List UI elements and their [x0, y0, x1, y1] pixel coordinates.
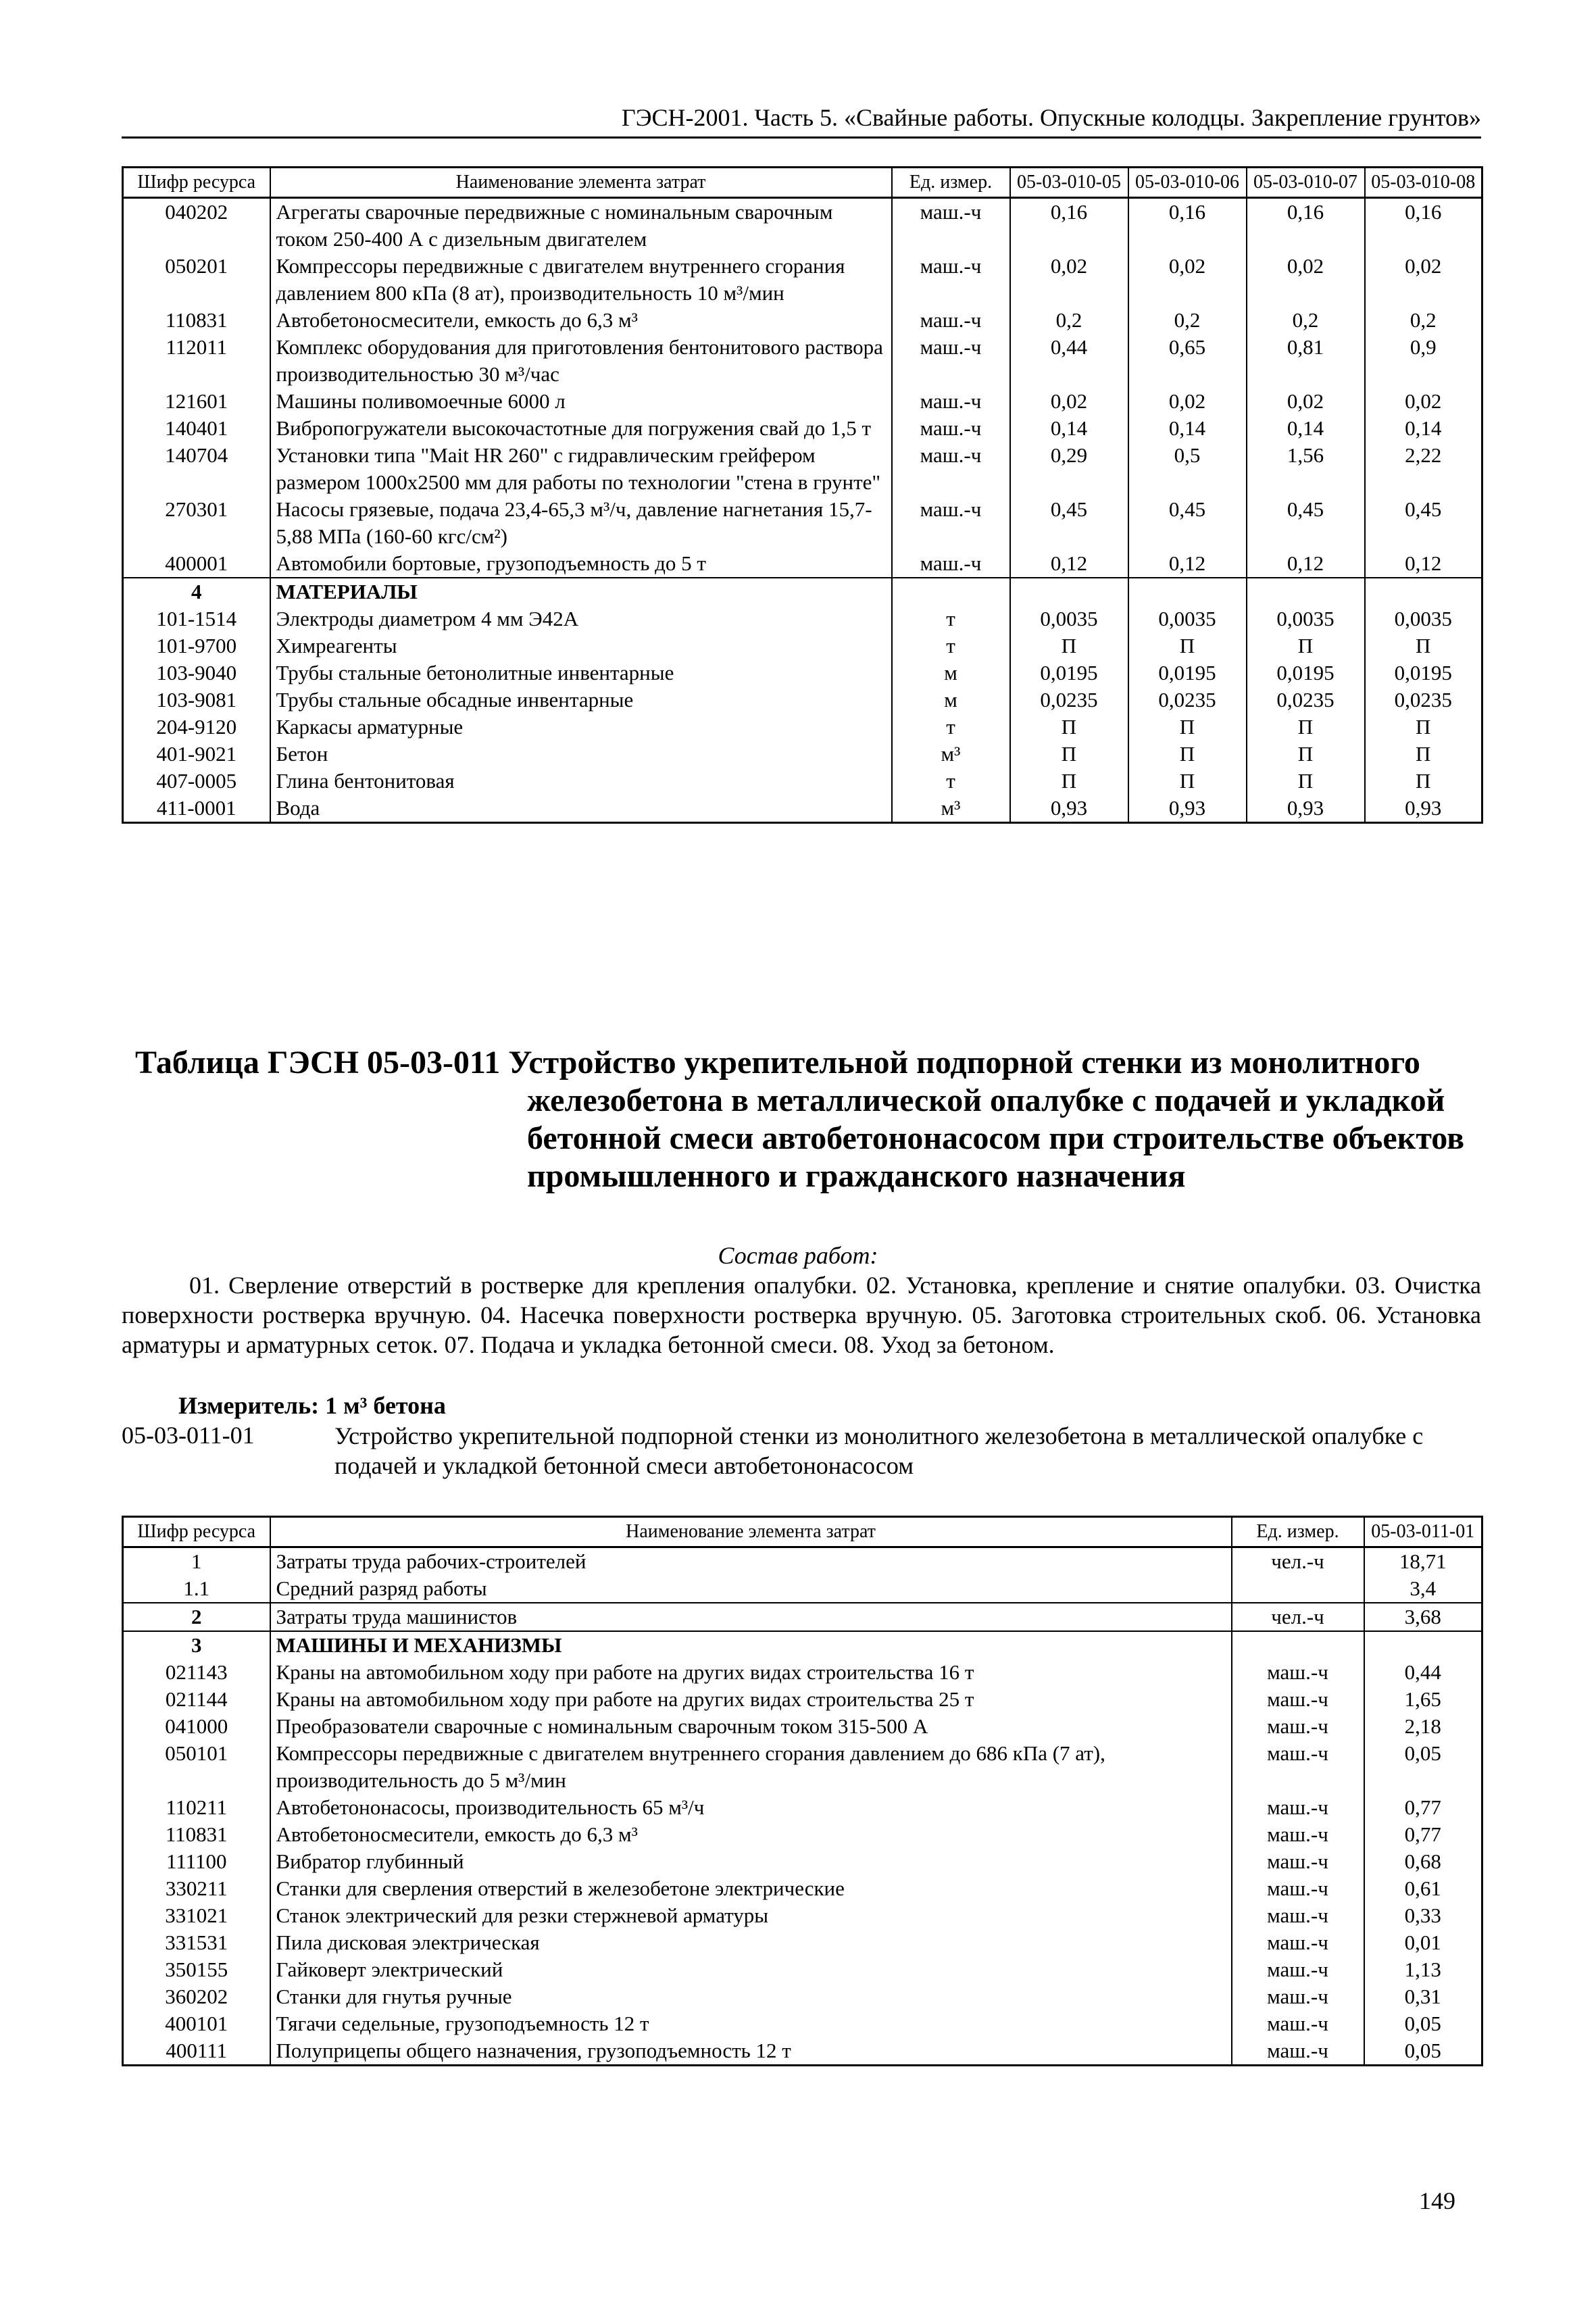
cell-unit: маш.-ч: [1232, 1659, 1364, 1686]
cell-value: 0,61: [1364, 1875, 1482, 1902]
cell-code: 400101: [123, 2010, 270, 2037]
cell-unit: маш.-ч: [892, 415, 1010, 442]
cell-value: 0,02: [1010, 388, 1128, 415]
cell-value: 0,14: [1128, 415, 1247, 442]
cell-unit: маш.-ч: [1232, 1875, 1364, 1902]
cell-code: 112011: [123, 334, 270, 388]
cell-unit: маш.-ч: [1232, 1686, 1364, 1713]
cell-code: 270301: [123, 496, 270, 550]
cell-unit: маш.-ч: [1232, 1956, 1364, 1983]
cell-value: 0,5: [1128, 442, 1247, 496]
cell-value: 1,56: [1247, 442, 1365, 496]
table-row: [123, 442, 1482, 496]
table-row: [123, 741, 1482, 768]
header-col-2: 05-03-010-06: [1128, 168, 1247, 198]
cell-name: Бетон: [270, 741, 892, 768]
subitem-code: 05-03-011-01: [122, 1422, 255, 1449]
cell-value: 0,93: [1128, 795, 1247, 823]
table-row: [123, 1659, 1482, 1686]
composition-text: 01. Сверление отверстий в ростверке для крепления опалубки. 02. Установка, крепление и снятие опалубки. 03. Очистка поверхности ростверка вручную. 04. Насечка поверхности ростверка вручную. 05. Заготовка строительных скоб. 06. Установка арматуры и арматурных сеток. 07. Подача и укладка бетонной смеси. 08. Уход за бетоном.: [122, 1272, 1481, 1358]
cell-value: 0,81: [1247, 334, 1365, 388]
cell-code: 331021: [123, 1902, 270, 1929]
title-continuation: железобетона в металлической опалубке с подачей и укладкой бетонной смеси автобетононасосом при строительстве объектов промышленного и гражданского назначения: [527, 1082, 1464, 1194]
cell-value: П: [1128, 714, 1247, 741]
cell-value: П: [1010, 741, 1128, 768]
cell-value: 0,0235: [1247, 687, 1365, 714]
cell-value: 0,12: [1010, 550, 1128, 578]
cell-code: 040202: [123, 198, 270, 253]
table-header-row: [123, 1517, 1482, 1547]
table-row: [123, 253, 1482, 307]
cell-value: 0,12: [1247, 550, 1365, 578]
header-col-3: 05-03-010-07: [1247, 168, 1365, 198]
header-code: Шифр ресурса: [123, 168, 270, 198]
cell-code: 110831: [123, 307, 270, 334]
composition-heading: Состав работ:: [718, 1242, 878, 1269]
cell-name: Агрегаты сварочные передвижные с номинальным сварочным током 250-400 А с дизельным двигателем: [270, 198, 892, 253]
cell-value: 0,16: [1365, 198, 1482, 253]
cell-name: Затраты труда рабочих-строителей: [270, 1547, 1232, 1576]
cell-value: П: [1128, 768, 1247, 795]
cell-unit: м: [892, 659, 1010, 687]
cell-code: 407-0005: [123, 768, 270, 795]
table-row: [123, 1821, 1482, 1848]
cell-value: 0,16: [1128, 198, 1247, 253]
cell-name: Затраты труда машинистов: [270, 1603, 1232, 1631]
header-col-1: 05-03-010-05: [1010, 168, 1128, 198]
cell-value: 0,02: [1247, 388, 1365, 415]
cell-name: Пила дисковая электрическая: [270, 1929, 1232, 1956]
cell-name: Автобетоносмесители, емкость до 6,3 м³: [270, 1821, 1232, 1848]
cell-value: 0,65: [1128, 334, 1247, 388]
cell-unit: м³: [892, 741, 1010, 768]
cell-value: [1010, 578, 1128, 605]
table-row: [123, 334, 1482, 388]
cell-value: 1,65: [1364, 1686, 1482, 1713]
cell-value: 0,0035: [1247, 605, 1365, 632]
cell-code: 021144: [123, 1686, 270, 1713]
cell-value: 0,05: [1364, 2037, 1482, 2066]
cell-unit: маш.-ч: [1232, 1821, 1364, 1848]
cell-value: П: [1010, 768, 1128, 795]
cell-value: 0,0195: [1365, 659, 1482, 687]
cell-value: П: [1247, 768, 1365, 795]
cell-code: 111100: [123, 1848, 270, 1875]
cell-value: [1365, 578, 1482, 605]
cell-code: 103-9081: [123, 687, 270, 714]
cell-value: 18,71: [1364, 1547, 1482, 1576]
cell-unit: маш.-ч: [892, 334, 1010, 388]
cell-value: 0,02: [1128, 253, 1247, 307]
cell-value: 0,05: [1364, 2010, 1482, 2037]
cell-value: 0,45: [1010, 496, 1128, 550]
cell-name: Химреагенты: [270, 632, 892, 659]
cell-code: 121601: [123, 388, 270, 415]
cell-value: 0,14: [1365, 415, 1482, 442]
cell-value: П: [1128, 741, 1247, 768]
cell-value: 0,12: [1365, 550, 1482, 578]
cell-value: П: [1010, 714, 1128, 741]
cell-value: 0,44: [1010, 334, 1128, 388]
cell-unit: маш.-ч: [892, 496, 1010, 550]
table-row: [123, 1686, 1482, 1713]
table-row: [123, 1902, 1482, 1929]
cell-value: 3,68: [1364, 1603, 1482, 1631]
table-row: [123, 1547, 1482, 1576]
cell-code: 041000: [123, 1713, 270, 1740]
cell-unit: м³: [892, 795, 1010, 823]
cell-code: 350155: [123, 1956, 270, 1983]
cell-code: 411-0001: [123, 795, 270, 823]
cell-value: 0,31: [1364, 1983, 1482, 2010]
cell-value: 0,14: [1010, 415, 1128, 442]
table-row: [123, 2010, 1482, 2037]
cell-value: 0,29: [1010, 442, 1128, 496]
cell-unit: чел.-ч: [1232, 1547, 1364, 1576]
cell-name: Трубы стальные бетонолитные инвентарные: [270, 659, 892, 687]
cell-value: П: [1247, 714, 1365, 741]
cell-code: 400111: [123, 2037, 270, 2066]
cell-code: 401-9021: [123, 741, 270, 768]
cell-value: 0,0235: [1365, 687, 1482, 714]
header-code: Шифр ресурса: [123, 1517, 270, 1547]
cell-value: 0,0195: [1128, 659, 1247, 687]
cell-value: 0,16: [1247, 198, 1365, 253]
table-row: [123, 687, 1482, 714]
cell-value: 0,02: [1128, 388, 1247, 415]
resource-table-011: [122, 1516, 1483, 2066]
cell-value: [1128, 578, 1247, 605]
cell-code: 4: [123, 578, 270, 605]
table-row: [123, 2037, 1482, 2066]
header-col-1: 05-03-011-01: [1364, 1517, 1482, 1547]
cell-name: Краны на автомобильном ходу при работе на других видах строительства 25 т: [270, 1686, 1232, 1713]
header-unit: Ед. измер.: [1232, 1517, 1364, 1547]
cell-unit: маш.-ч: [1232, 1713, 1364, 1740]
cell-code: 330211: [123, 1875, 270, 1902]
cell-name: Полуприцепы общего назначения, грузоподъемность 12 т: [270, 2037, 1232, 2066]
table-row: [123, 768, 1482, 795]
cell-value: П: [1128, 632, 1247, 659]
header-name: Наименование элемента затрат: [270, 168, 892, 198]
header-unit: Ед. измер.: [892, 168, 1010, 198]
cell-unit: маш.-ч: [1232, 2010, 1364, 2037]
cell-name: Комплекс оборудования для приготовления бентонитового раствора производительностью 30 м³/час: [270, 334, 892, 388]
page-header: ГЭСН-2001. Часть 5. «Свайные работы. Опускные колодцы. Закрепление грунтов»: [122, 103, 1481, 139]
table-row: [123, 1983, 1482, 2010]
cell-value: 0,0035: [1128, 605, 1247, 632]
cell-unit: м: [892, 687, 1010, 714]
cell-code: 140401: [123, 415, 270, 442]
table-row: [123, 1631, 1482, 1659]
cell-value: 0,05: [1364, 1740, 1482, 1794]
cell-value: П: [1247, 632, 1365, 659]
title-prefix: Таблица ГЭСН 05-03-011: [135, 1045, 501, 1080]
cell-name: Станки для гнутья ручные: [270, 1983, 1232, 2010]
cell-code: 110211: [123, 1794, 270, 1821]
cell-unit: маш.-ч: [892, 253, 1010, 307]
cell-name: Трубы стальные обсадные инвентарные: [270, 687, 892, 714]
cell-code: 360202: [123, 1983, 270, 2010]
cell-value: П: [1365, 632, 1482, 659]
cell-name: Вибропогружатели высокочастотные для погружения свай до 1,5 т: [270, 415, 892, 442]
cell-unit: маш.-ч: [892, 550, 1010, 578]
header-name: Наименование элемента затрат: [270, 1517, 1232, 1547]
cell-unit: [1232, 1575, 1364, 1603]
cell-name: Машины поливомоечные 6000 л: [270, 388, 892, 415]
cell-unit: т: [892, 632, 1010, 659]
cell-unit: маш.-ч: [892, 198, 1010, 253]
cell-code: 331531: [123, 1929, 270, 1956]
cell-value: 0,16: [1010, 198, 1128, 253]
cell-value: 0,2: [1247, 307, 1365, 334]
cell-name: Глина бентонитовая: [270, 768, 892, 795]
table-row: [123, 1713, 1482, 1740]
cell-code: 101-1514: [123, 605, 270, 632]
cell-value: 0,02: [1365, 253, 1482, 307]
cell-unit: т: [892, 768, 1010, 795]
cell-value: 0,02: [1247, 253, 1365, 307]
cell-value: 2,22: [1365, 442, 1482, 496]
cell-name: Компрессоры передвижные с двигателем внутреннего сгорания давлением 800 кПа (8 ат), производительность 10 м³/мин: [270, 253, 892, 307]
cell-name: Преобразователи сварочные с номинальным сварочным током 315-500 А: [270, 1713, 1232, 1740]
table-row: [123, 795, 1482, 823]
cell-value: 0,93: [1010, 795, 1128, 823]
table-row: [123, 605, 1482, 632]
cell-value: 0,02: [1010, 253, 1128, 307]
cell-value: 0,01: [1364, 1929, 1482, 1956]
table-row: [123, 1956, 1482, 1983]
cell-unit: маш.-ч: [892, 442, 1010, 496]
cell-value: П: [1247, 741, 1365, 768]
table-row: [123, 1740, 1482, 1794]
cell-code: 110831: [123, 1821, 270, 1848]
cell-unit: [1232, 1631, 1364, 1659]
subitem-description: Устройство укрепительной подпорной стенки из монолитного железобетона в металлической опалубке с подачей и укладкой бетонной смеси автобетононасосом: [334, 1422, 1424, 1479]
cell-value: 0,02: [1365, 388, 1482, 415]
table-row: [123, 1929, 1482, 1956]
cell-value: 0,45: [1128, 496, 1247, 550]
cell-name: МАТЕРИАЛЫ: [270, 578, 892, 605]
cell-value: П: [1365, 741, 1482, 768]
cell-code: 1.1: [123, 1575, 270, 1603]
cell-value: 0,45: [1247, 496, 1365, 550]
cell-code: 2: [123, 1603, 270, 1631]
cell-name: МАШИНЫ И МЕХАНИЗМЫ: [270, 1631, 1232, 1659]
table-row: [123, 307, 1482, 334]
resource-table-010: [122, 166, 1483, 824]
cell-unit: маш.-ч: [1232, 1929, 1364, 1956]
cell-value: 0,2: [1128, 307, 1247, 334]
cell-value: 0,0235: [1128, 687, 1247, 714]
cell-value: 0,68: [1364, 1848, 1482, 1875]
cell-code: 140704: [123, 442, 270, 496]
table-row: [123, 632, 1482, 659]
cell-unit: маш.-ч: [892, 388, 1010, 415]
title-first-line: Устройство укрепительной подпорной стенки из монолитного: [508, 1045, 1420, 1080]
cell-value: 0,77: [1364, 1794, 1482, 1821]
cell-value: [1247, 578, 1365, 605]
cell-code: 021143: [123, 1659, 270, 1686]
cell-value: [1364, 1631, 1482, 1659]
cell-value: 0,2: [1010, 307, 1128, 334]
measure-unit: Измеритель: 1 м³ бетона: [178, 1392, 446, 1419]
cell-value: П: [1365, 768, 1482, 795]
cell-unit: чел.-ч: [1232, 1603, 1364, 1631]
cell-unit: т: [892, 605, 1010, 632]
cell-name: Гайковерт электрический: [270, 1956, 1232, 1983]
cell-value: П: [1365, 714, 1482, 741]
cell-unit: маш.-ч: [1232, 1983, 1364, 2010]
table-header-row: [123, 168, 1482, 198]
cell-name: Автомобили бортовые, грузоподъемность до 5 т: [270, 550, 892, 578]
cell-code: 101-9700: [123, 632, 270, 659]
cell-name: Насосы грязевые, подача 23,4-65,3 м³/ч, давление нагнетания 15,7-5,88 МПа (160-60 кгс/см²): [270, 496, 892, 550]
table-row: [123, 1794, 1482, 1821]
cell-unit: маш.-ч: [892, 307, 1010, 334]
cell-name: Электроды диаметром 4 мм Э42А: [270, 605, 892, 632]
table-row: [123, 578, 1482, 605]
cell-code: 050201: [123, 253, 270, 307]
cell-value: 0,93: [1247, 795, 1365, 823]
cell-value: 0,44: [1364, 1659, 1482, 1686]
table-row: [123, 550, 1482, 578]
cell-name: Автобетононасосы, производительность 65 м³/ч: [270, 1794, 1232, 1821]
table-row: [123, 1848, 1482, 1875]
table-row: [123, 1603, 1482, 1631]
table-row: [123, 415, 1482, 442]
table-row: [123, 198, 1482, 253]
cell-value: 0,33: [1364, 1902, 1482, 1929]
cell-code: 103-9040: [123, 659, 270, 687]
cell-unit: маш.-ч: [1232, 1902, 1364, 1929]
cell-value: 0,0035: [1010, 605, 1128, 632]
cell-name: Станок электрический для резки стержневой арматуры: [270, 1902, 1232, 1929]
cell-name: Автобетоносмесители, емкость до 6,3 м³: [270, 307, 892, 334]
cell-value: 2,18: [1364, 1713, 1482, 1740]
cell-value: 0,9: [1365, 334, 1482, 388]
table-title: [135, 1044, 1480, 1195]
cell-value: П: [1010, 632, 1128, 659]
cell-name: Станки для сверления отверстий в железобетоне электрические: [270, 1875, 1232, 1902]
cell-code: 050101: [123, 1740, 270, 1794]
cell-name: Краны на автомобильном ходу при работе на других видах строительства 16 т: [270, 1659, 1232, 1686]
table-row: [123, 659, 1482, 687]
cell-name: Компрессоры передвижные с двигателем внутреннего сгорания давлением до 686 кПа (7 ат), производительность до 5 м³/мин: [270, 1740, 1232, 1794]
cell-code: 1: [123, 1547, 270, 1576]
cell-unit: т: [892, 714, 1010, 741]
table-row: [123, 1875, 1482, 1902]
cell-value: 0,14: [1247, 415, 1365, 442]
cell-unit: маш.-ч: [1232, 1740, 1364, 1794]
table-row: [123, 1575, 1482, 1603]
table-row: [123, 714, 1482, 741]
cell-code: 3: [123, 1631, 270, 1659]
cell-value: 1,13: [1364, 1956, 1482, 1983]
cell-value: 0,0035: [1365, 605, 1482, 632]
cell-value: 0,0195: [1010, 659, 1128, 687]
cell-name: Вибратор глубинный: [270, 1848, 1232, 1875]
cell-unit: маш.-ч: [1232, 2037, 1364, 2066]
page-number: 149: [1419, 2187, 1455, 2214]
cell-value: 0,2: [1365, 307, 1482, 334]
table-row: [123, 388, 1482, 415]
cell-unit: маш.-ч: [1232, 1794, 1364, 1821]
cell-value: 0,12: [1128, 550, 1247, 578]
cell-unit: [892, 578, 1010, 605]
cell-value: 0,0235: [1010, 687, 1128, 714]
cell-value: 3,4: [1364, 1575, 1482, 1603]
cell-name: Вода: [270, 795, 892, 823]
cell-unit: маш.-ч: [1232, 1848, 1364, 1875]
cell-value: 0,77: [1364, 1821, 1482, 1848]
header-col-4: 05-03-010-08: [1365, 168, 1482, 198]
cell-name: Установки типа "Mait HR 260" с гидравлическим грейфером размером 1000х2500 мм для работы по технологии "стена в грунте": [270, 442, 892, 496]
cell-value: 0,0195: [1247, 659, 1365, 687]
table-row: [123, 496, 1482, 550]
cell-name: Средний разряд работы: [270, 1575, 1232, 1603]
cell-name: Каркасы арматурные: [270, 714, 892, 741]
cell-value: 0,45: [1365, 496, 1482, 550]
cell-code: 400001: [123, 550, 270, 578]
cell-name: Тягачи седельные, грузоподъемность 12 т: [270, 2010, 1232, 2037]
cell-code: 204-9120: [123, 714, 270, 741]
cell-value: 0,93: [1365, 795, 1482, 823]
